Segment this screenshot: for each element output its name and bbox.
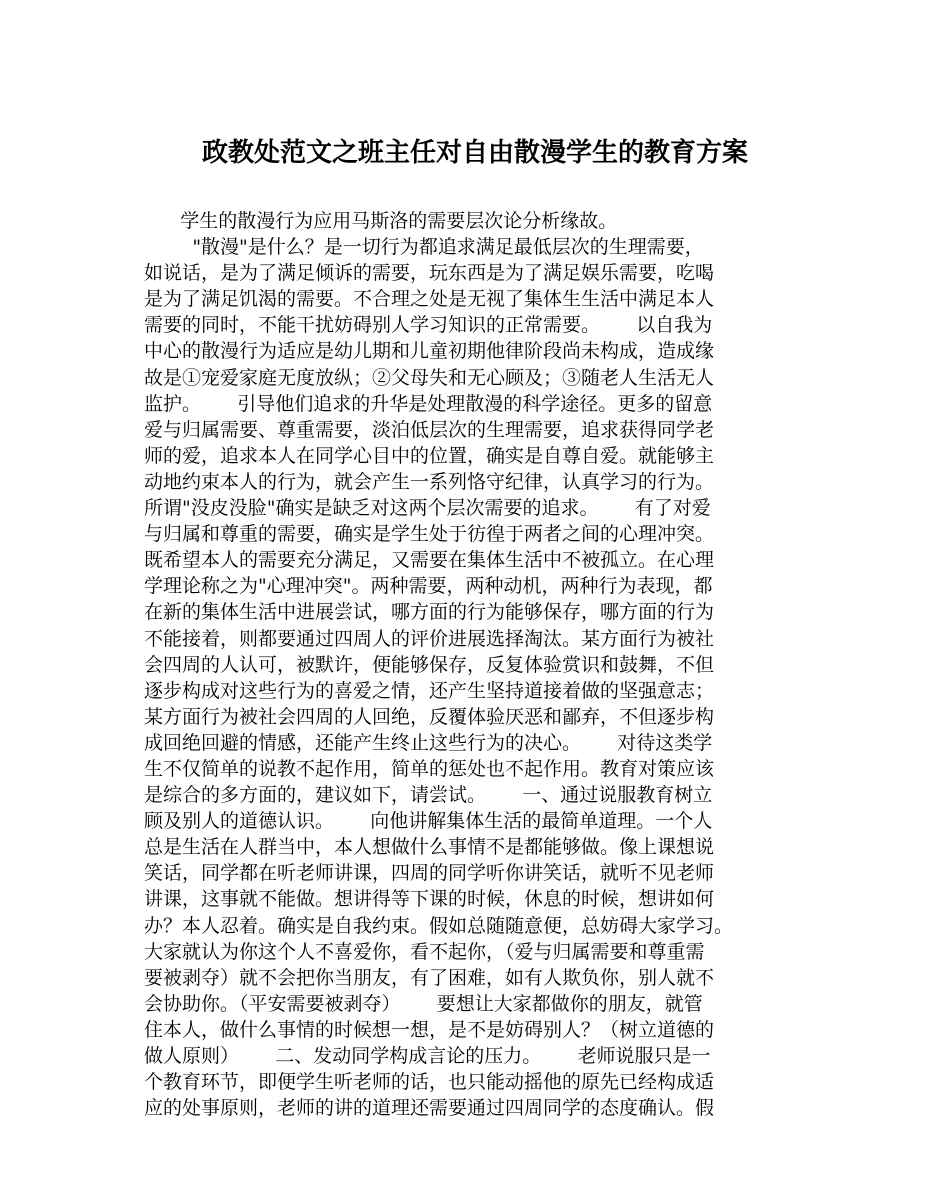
body-text-line: 住本人，做什么事情的时候想一想，是不是妨碍别人？（树立道德的 (144, 1018, 715, 1041)
body-text-line: 大家就认为你这个人不喜爱你，看不起你，（爱与归属需要和尊重需 (144, 940, 705, 963)
body-text-line: 需要的同时，不能干扰妨碍别人学习知识的正常需要。 以自我为 (144, 314, 713, 337)
body-text-line: 在新的集体生活中进展尝试，哪方面的行为能够保存，哪方面的行为 (144, 601, 715, 624)
body-text-line: 成回绝回避的情感，还能产生终止这些行为的决心。 对待这类学 (144, 731, 713, 754)
body-text-line: 个教育环节，即便学生听老师的话，也只能动摇他的原先已经构成适 (144, 1071, 715, 1094)
body-text-line: 师的爱，追求本人在同学心目中的位置，确实是自尊自爱。就能够主 (144, 444, 715, 467)
body-text-line: 要被剥夺）就不会把你当朋友，有了困难，如有人欺负你，别人就不 (144, 966, 715, 989)
body-text-line: 爱与归属需要、尊重需要，淡泊低层次的生理需要，追求获得同学老 (144, 418, 715, 441)
body-text-line: 不能接着，则都要通过四周人的评价进展选择淘汰。某方面行为被社 (144, 627, 715, 650)
body-text-line: 生不仅简单的说教不起作用，简单的惩处也不起作用。教育对策应该 (144, 757, 715, 780)
body-text-line: 动地约束本人的行为，就会产生一系列恪守纪律，认真学习的行为。 (144, 470, 715, 493)
document-title: 政教处范文之班主任对自由散漫学生的教育方案 (201, 138, 748, 168)
body-text-line: 某方面行为被社会四周的人回绝，反覆体验厌恶和鄙弃，不但逐步构 (144, 705, 715, 728)
body-text-line: 逐步构成对这些行为的喜爱之情，还产生坚持道接着做的坚强意志； (144, 679, 715, 702)
body-text-line: 学理论称之为"心理冲突"。两种需要，两种动机，两种行为表现，都 (144, 575, 713, 598)
body-text-line: 会协助你。（平安需要被剥夺） 要想让大家都做你的朋友，就管 (144, 992, 703, 1015)
body-text-line: "散漫"是什么？是一切行为都追求满足最低层次的生理需要， (144, 236, 704, 259)
body-text-line: 应的处事原则，老师的讲的道理还需要通过四周同学的态度确认。假 (144, 1097, 715, 1120)
body-text-line: 是综合的多方面的，建议如下，请尝试。 一、通过说服教育树立 (144, 784, 713, 807)
body-text-line: 故是①宠爱家庭无度放纵；②父母失和无心顾及；③随老人生活无人 (144, 366, 715, 389)
body-text-line: 办？本人忍着。确实是自我约束。假如总随随意便，总妨碍大家学习。 (144, 914, 734, 937)
body-text-line: 如说话，是为了满足倾诉的需要，玩东西是为了满足娱乐需要，吃喝 (144, 262, 715, 285)
body-text-line: 监护。 引导他们追求的升华是处理散漫的科学途径。更多的留意 (144, 392, 713, 415)
body-text-line: 总是生活在人群当中，本人想做什么事情不是都能够做。像上课想说 (144, 836, 715, 859)
body-text-line: 所谓"没皮没脸"确实是缺乏对这两个层次需要的追求。 有了对爱 (144, 497, 711, 520)
body-text-line: 既希望本人的需要充分满足，又需要在集体生活中不被孤立。在心理 (144, 549, 715, 572)
body-text-line: 做人原则） 二、发动同学构成言论的压力。 老师说服只是一 (144, 1045, 711, 1067)
body-text-line: 笑话，同学都在听老师讲课，四周的同学听你讲笑话，就听不见老师 (144, 862, 715, 885)
body-text-line: 是为了满足饥渴的需要。不合理之处是无视了集体生生活中满足本人 (144, 288, 715, 311)
body-text-line: 学生的散漫行为应用马斯洛的需要层次论分析缘故。 (144, 210, 618, 232)
body-text-line: 与归属和尊重的需要，确实是学生处于彷徨于两者之间的心理冲突。 (144, 523, 715, 546)
body-text-line: 中心的散漫行为适应是幼儿期和儿童初期他律阶段尚未构成，造成缘 (144, 340, 715, 363)
document-body (144, 208, 829, 1121)
body-text-line: 顾及别人的道德认识。 向他讲解集体生活的最简单道理。一个人 (144, 810, 713, 833)
body-text-line: 讲课，这事就不能做。想讲得等下课的时候，休息的时候，想讲如何 (144, 888, 715, 911)
body-text-line: 会四周的人认可，被默许，便能够保存，反复体验赏识和鼓舞，不但 (144, 653, 715, 676)
